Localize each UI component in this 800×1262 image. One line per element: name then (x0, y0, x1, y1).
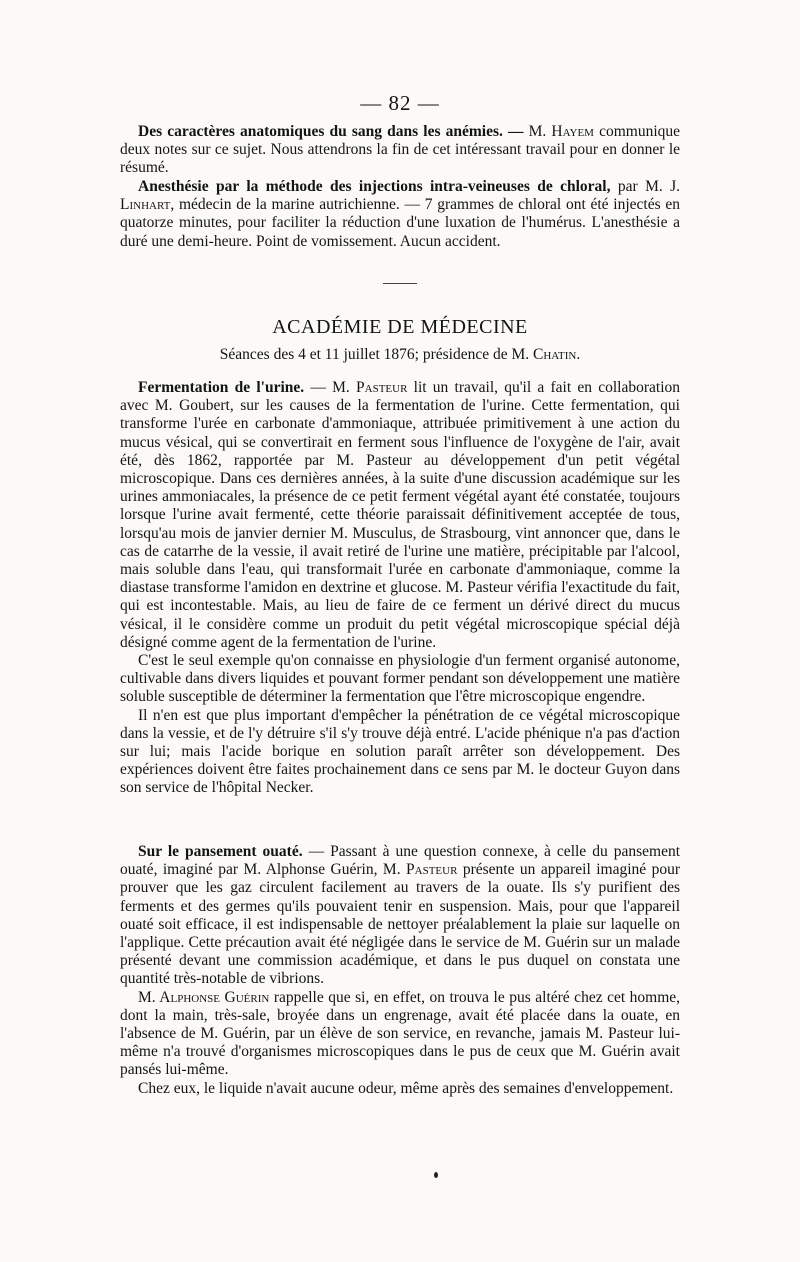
fermentation-title: Fermentation de l'urine. (138, 379, 305, 396)
academy-title: ACADÉMIE DE MÉDECINE (272, 316, 528, 338)
section-divider (383, 283, 417, 284)
chloral-paragraph (120, 178, 680, 251)
chloral-title: Anesthésie par la méthode des injections intra-veineuses de chloral, (138, 178, 611, 195)
fermentation-paragraph-3: Il n'en est que plus important d'empêcher la pénétration de ce végétal microscopique dans la vessie, et de l'y détruire s'il s'y trouve déjà entré. L'acide phénique n'a pas d'action sur lui; mais l'acide borique en solution paraît arrêter son développement. Des expériences doivent être faites prochainement dans ce sens par M. le docteur Guyon dans son service de l'hôpital Necker. (120, 706, 680, 797)
pansement-p2-text: rappelle que si, en effet, on trouva le pus altéré chez cet homme, dont la main, très-sale, broyée dans un engrenage, avait été placée dans la ouate, en l'absence de M. Guérin, par un élève de son service, en revanche, jamais M. Pasteur lui-même n'a trouvé d'organismes microscopiques dans le pus de ceux que M. Guérin avait pansés lui-même. (120, 988, 681, 1079)
chloral-author: M. J. Linhart, (120, 178, 681, 214)
pansement-paragraph-2 (120, 989, 680, 1080)
chloral-by: par (617, 178, 638, 195)
fermentation-paragraph-1 (120, 379, 680, 652)
fermentation-author: M. Pasteur (332, 379, 408, 396)
fermentation-dash: — (310, 379, 326, 396)
chloral-text: médecin de la marine autrichienne. — 7 grammes de chloral ont été injectés en quatorze minutes, pour faciliter la réduction d'une luxation de l'humérus. L'anesthésie a duré une demi-heure. Point de vomissement. Aucun accident. (120, 196, 681, 250)
pansement-block (120, 843, 680, 1098)
pansement-p1-author: M. Pasteur (382, 861, 458, 879)
hayem-paragraph (120, 123, 680, 178)
sessions-president: M. Chatin. (511, 346, 581, 363)
pansement-title: Sur le pansement ouaté. (138, 843, 303, 860)
hayem-block (120, 123, 680, 178)
page-number: — 82 — (360, 91, 440, 115)
pansement-paragraph-3: Chez eux, le liquide n'avait aucune odeur, même après des semaines d'enveloppement. (138, 1079, 674, 1097)
pansement-p2-author: M. Alphonse Guérin (138, 988, 270, 1006)
pansement-paragraph-1 (120, 843, 680, 989)
fermentation-block (120, 379, 680, 798)
sessions-text: Séances des 4 et 11 juillet 1876; présidence de (219, 346, 508, 363)
hayem-author: M. Hayem (528, 123, 594, 140)
chloral-block (120, 178, 680, 251)
pansement-p1-a: — Passant à une question connexe, à celle du pansement ouaté, imaginé par M. Alphonse Guérin, (120, 843, 680, 879)
hayem-title: Des caractères anatomiques du sang dans les anémies. — (138, 123, 524, 140)
academy-sessions (0, 346, 800, 364)
printer-mark (434, 1172, 438, 1178)
hayem-text: communique deux notes sur ce sujet. Nous attendrons la fin de cet intéressant travail pour en donner le résumé. (120, 123, 681, 177)
fermentation-p1: lit un travail, qu'il a fait en collaboration avec M. Goubert, sur les causes de la fermentation de l'urine. Cette fermentation, qui transforme l'urée en carbonate d'ammoniaque, attribuée primitivement à une action du mucus vésical, qui se convertirait en ferment sous l'influence de l'oxygène de l'air, avait été, dès 1862, rapportée par M. Pasteur au développement d'un petit végétal microscopique. Dans ces dernières années, à la suite d'une discussion académique sur les urines ammoniacales, la présence de ce petit ferment végétal ayant été constatée, toujours lorsque l'urine avait fermenté, cette théorie paraissait définitivement acceptée de tous, lorsqu'au mois de janvier dernier M. Musculus, de Strasbourg, vint annoncer que, dans le cas de catarrhe de la vessie, il avait retiré de l'urine une matière, précipitable par l'alcool, mais soluble dans l'eau, qui transformait l'urée en carbonate d'ammoniaque, comme la diastase transforme l'amidon en dextrine et glucose. M. Pasteur vérifia l'exactitude du fait, qui est incontestable. Mais, au lieu de faire de ce ferment un dérivé direct du mucus vésical, il le considère comme un produit du petit végétal microscopique spécial déjà désigné comme agent de la fermentation de l'urine. (120, 379, 681, 651)
fermentation-paragraph-2: C'est le seul exemple qu'on connaisse en physiologie d'un ferment organisé autonome, cultivable dans divers liquides et pouvant former pendant son développement une matière soluble susceptible de déterminer la fermentation que l'être microscopique engendre. (120, 652, 680, 706)
pansement-p1-b: présente un appareil imaginé pour prouver que les gaz circulent facilement au travers de la ouate. Ils s'y purifient des ferments et des germes qu'ils pouvaient tenir en suspension. Mais, pour que l'appareil ouaté soit efficace, il est indispensable de nettoyer préalablement la plaie sur laquelle on l'applique. Cette précaution avait été négligée dans le service de M. Guérin sur un malade présenté devant une commission académique, et dans le pus duquel on constata une quantité très-notable de vibrions. (120, 861, 680, 988)
